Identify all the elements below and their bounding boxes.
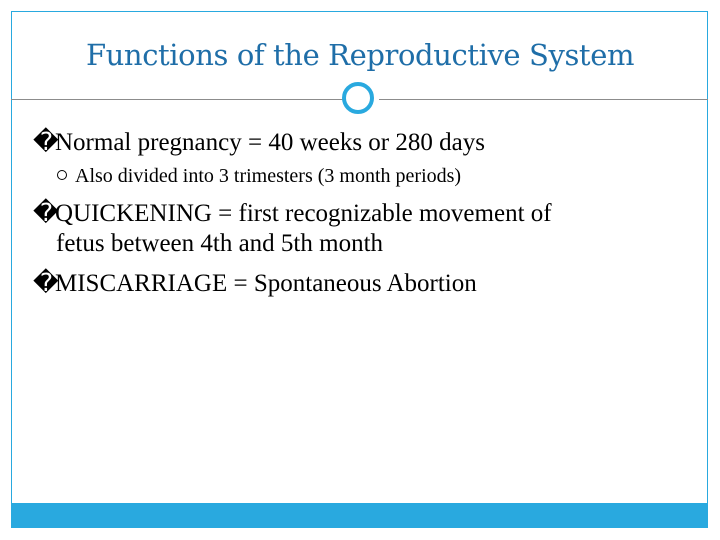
bullet-continuation: fetus between 4th and 5th month: [56, 230, 384, 257]
bullet-marker: �: [33, 200, 59, 227]
bullet-text: QUICKENING = first recognizable movement of: [55, 200, 552, 227]
bullet-marker: �: [33, 129, 59, 156]
slide-title: Functions of the Reproductive System: [85, 38, 635, 72]
divider-line-left: [11, 99, 343, 100]
sub-bullet-text: Also divided into 3 trimesters (3 month periods): [75, 165, 462, 187]
sub-bullet-item: [57, 165, 461, 188]
bullet-item: [33, 198, 552, 228]
bullet-text: MISCARRIAGE = Spontaneous Abortion: [55, 270, 477, 297]
divider-line-right: [379, 99, 708, 100]
ring-icon: [342, 82, 374, 114]
bullet-text: Normal pregnancy = 40 weeks or 280 days: [55, 129, 485, 156]
hollow-circle-icon: [57, 170, 67, 180]
bullet-marker: �: [33, 270, 59, 297]
footer-bar: [11, 503, 708, 528]
bullet-item: [33, 268, 477, 298]
bullet-item: [33, 127, 485, 157]
